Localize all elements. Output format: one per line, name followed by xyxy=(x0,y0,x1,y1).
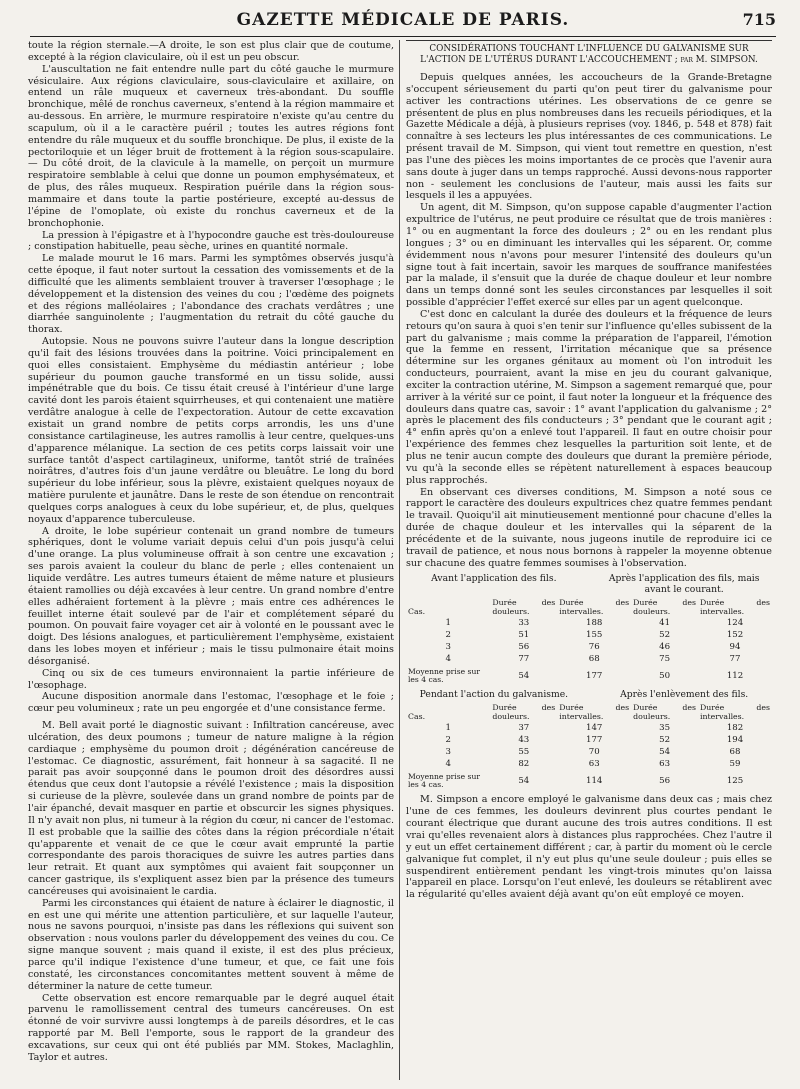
cell: 125 xyxy=(726,776,744,787)
cell: 51 xyxy=(518,630,530,641)
cell: 68 xyxy=(588,654,600,665)
cell: 77 xyxy=(729,654,741,665)
cell: 52 xyxy=(659,630,671,641)
paragraph: Le malade mourut le 16 mars. Parmi les symptômes observés jusqu'à cette époque, il faut noter surtout la cessation des vomissements et de la difficulté que les aliments semblaient trouver à traverser l'œsophage ; le développement et la distension des veines du cou ; l'œdème des poignets et des régions malléolaires ; l'abondance des crachats verdâtres ; une diarrhée sanguinolente ; l'augmentation du retrait du côté gauche du thorax. xyxy=(28,253,394,336)
column-header: Durée des douleurs. xyxy=(492,598,556,616)
table-row xyxy=(406,617,772,629)
cell: 77 xyxy=(518,654,530,665)
cell: 54 xyxy=(518,671,530,682)
cell: 152 xyxy=(726,630,744,641)
cell: 1 xyxy=(445,723,451,734)
page-header xyxy=(30,10,776,37)
table-row xyxy=(406,758,772,770)
table-row xyxy=(406,653,772,665)
cell: 56 xyxy=(659,776,671,787)
cell: 3 xyxy=(445,642,451,653)
paragraph: Un agent, dit M. Simpson, qu'on suppose capable d'augmenter l'action expultrice de l'utérus, ne peut produire ce résultat que de trois manières : 1° ou en augmentant la force des douleurs ; 2° ou en les rendant plus longues ; 3° ou en diminuant les intervalles qui les séparent. Or, comme évidemment nous n'avons pour mesurer l'intensité des douleurs qu'un signe tout à fait incertain, savoir les marques de souffrance manifestées par la malade, il s'ensuit que la durée de chaque douleur et leur nombre dans un temps donné sont les seules circonstances par lesquelles il soit possible d'apprécier l'effet exercé sur elles par un agent quelconque. xyxy=(406,202,772,309)
cell: 43 xyxy=(518,735,530,746)
table-row xyxy=(406,629,772,641)
table-row xyxy=(406,746,772,758)
cell: 182 xyxy=(726,723,744,734)
cell: 177 xyxy=(586,671,603,682)
table1-head-right: Après l'application des fils, mais avant le courant. xyxy=(608,573,760,596)
cell: 41 xyxy=(659,618,671,629)
cell: 1 xyxy=(445,618,451,629)
cell: 188 xyxy=(586,618,603,629)
cell: 50 xyxy=(659,671,671,682)
cell: 114 xyxy=(586,776,603,787)
cell: 82 xyxy=(518,759,530,770)
cell: 177 xyxy=(586,735,603,746)
paragraph: L'auscultation ne fait entendre nulle part du côté gauche le murmure vésiculaire. Aux régions claviculaire, sous-claviculaire et axillaire, on entend un râle muqueux et caverneux très-abondant. Du souffle bronchique, mêlé de ronchus caverneux, s'entend à la région mammaire et au-dessous. En arrière, le murmure respiratoire n'existe qu'au centre du scapulum, où il a le caractère puéril ; toutes les autres régions font entendre du râle muqueux et du souffle bronchique. De plus, il existe de la pectoriloquie et un léger bruit de frottement à la région sous-scapulaire. — Du côté droit, de la clavicule à la mamelle, on perçoit un murmure respiratoire semblable à celui que donne un poumon emphysémateux, et de plus, des râles muqueux. Respiration puérile dans la région sous-mammaire et dans toute la partie postérieure, excepté au-dessus de l'épine de l'omoplate, où existe du ronchus caverneux et de la bronchophonie. xyxy=(28,63,394,229)
column-header: Durée des intervalles. xyxy=(559,703,630,721)
table-average-row xyxy=(406,770,772,790)
cell: 155 xyxy=(586,630,603,641)
cell: 147 xyxy=(586,723,603,734)
column-header: Durée des douleurs. xyxy=(633,703,697,721)
column-rule xyxy=(399,40,400,1080)
table-row xyxy=(406,734,772,746)
paragraph: Depuis quelques années, les accoucheurs de la Grande-Bretagne s'occupent sérieusement du parti qu'on peut tirer du galvanisme pour activer les contractions utérines. Les observations de ce genre se présentent de plus en plus nombreuses dans les recueils périodiques, et la Gazette Médicale a déjà, à plusieurs reprises (voy. 1846, p. 548 et 878) fait connaître à ses lecteurs les plus intéressantes de ces communications. Le présent travail de M. Simpson, qui vient tout remettre en question, n'est pas l'une des pièces les moins importantes de ce procès que l'avenir aura sans doute à juger dans un temps rapproché. Aussi devons-nous rapporter non - seulement les conclusions de l'auteur, mais aussi les faits sur lesquels il les a appuyées. xyxy=(406,72,772,202)
paragraph: M. Bell avait porté le diagnostic suivant : Infiltration cancéreuse, avec ulcération, des deux poumons ; tumeur de nature maligne à la région cardiaque ; emphysème du poumon droit ; dégénération cancéreuse de l'estomac. Ce diagnostic, assurément, fait honneur à sa sagacité. Il ne parait pas avoir soupçonné dans le poumon droit des désordres aussi étendus que ceux dont l'autopsie a révélé l'existence ; mais la disposition si curieuse de la plèvre, soulevée dans un grand nombre de points par de l'air épanché, devait masquer en partie et obscurcir les signes physiques. Il n'y avait non plus, ni tumeur à la région du cœur, ni cancer de l'estomac. Il est probable que la saillie des côtes dans la région précordiale n'était qu'apparente et venait de ce que le cœur avait emprunté la partie correspondante des parois thoraciques de suivre les autres parties dans leur retrait. Et quant aux symptômes qui avaient fait soupçonner un cancer gastrique, ils s'expliquent assez bien par la présence des tumeurs cancéreuses qui avoisinaient le cardia. xyxy=(28,720,394,897)
column-header: Durée des intervalles. xyxy=(700,703,770,721)
column-header: Durée des douleurs. xyxy=(492,703,556,721)
paragraph: Autopsie. Nous ne pouvons suivre l'auteur dans la longue description qu'il fait des lésions trouvées dans la poitrine. Voici principalement en quoi elles consistaient. Emphysème du médiastin antérieur ; lobe supérieur du poumon gauche transformé en un tissu solide, aussi impénétrable que du bois. Ce tissu était creusé à l'intérieur d'une large cavité dont les parois étaient squirrheuses, et qui contenaient une matière verdâtre analogue à celle de l'expectoration. Autour de cette excavation existait un grand nombre de petits corps arrondis, les uns d'une consistance cartilagineuse, les autres ramollis à leur centre, quelques-uns d'apparence mélanique. La section de ces petits corps laissait voir une surface tantôt d'aspect cartilagineux, uniforme, tantôt strié de traînées noirâtres, d'autres fois d'un jaune verdâtre ou bleuâtre. Le long du bord supérieur du lobe inférieur, sous la plèvre, existaient quelques noyaux de matière purulente et jaunâtre. Dans le reste de son étendue on rencontrait quelques corps analogues à ceux du lobe supérieur, et, de plus, quelques noyaux d'apparence tuberculeuse. xyxy=(28,336,394,525)
cell: 55 xyxy=(518,747,530,758)
cell: 75 xyxy=(659,654,671,665)
table2-headings xyxy=(406,689,772,700)
cell: 35 xyxy=(659,723,671,734)
paragraph: Parmi les circonstances qui étaient de nature à éclairer le diagnostic, il en est une qui mérite une attention particulière, et sur laquelle l'auteur, nous ne savons pourquoi, n'insiste pas dans les réflexions qui suivent son observation : nous voulons parler du développement des veines du cou. Ce signe manque souvent ; mais quand il existe, il est des plus précieux, parce qu'il indique l'existence d'une tumeur, et que, ce fait une fois constaté, les circonstances concomitantes mettent souvent à même de déterminer la nature de cette tumeur. xyxy=(28,897,394,992)
table1-headings xyxy=(406,573,772,595)
cell: 54 xyxy=(518,776,530,787)
cell: 37 xyxy=(518,723,530,734)
cell: 2 xyxy=(445,630,451,641)
cell: 94 xyxy=(729,642,741,653)
column-header: Cas. xyxy=(408,711,426,721)
paragraph: M. Simpson a encore employé le galvanisme dans deux cas ; mais chez l'une de ces femmes, les douleurs devinrent plus courtes pendant le courant électrique que durant aucune des trois autres conditions. Il est vrai qu'elles revenaient alors à distances plus rapprochées. Chez l'autre il y eut un effet certainement différent ; car, à partir du moment où le cercle galvanique fut complet, il n'y eut plus qu'une seule douleur ; puis elles se suspendirent entièrement pendant les vingt-trois minutes qu'on laissa l'appareil en place. Lorsqu'on l'eut enlevé, les douleurs se rétablirent avec la régularité qu'elles avaient déjà avant qu'on eût employé ce moyen. xyxy=(406,794,772,901)
cell: 2 xyxy=(445,735,451,746)
paragraph: En observant ces diverses conditions, M. Simpson a noté sous ce rapport le caractère des douleurs expultrices chez quatre femmes pendant le travail. Quoiqu'il ait minutieusement mentionné pour chacune d'elles la durée de chaque douleur et les intervalles qui la séparent de la précédente et de la suivante, nous jugeons inutile de reproduire ici ce travail de patience, et nous nous bornons à rappeler la moyenne obtenue sur chacune des quatre femmes soumises à l'observation. xyxy=(406,486,772,569)
paragraph: Cette observation est encore remarquable par le degré auquel était parvenu le ramollissement central des tumeurs cancéreuses. On est étonné de voir survivre aussi longtemps à de pareils désordres, et le cas rapporté par M. Bell l'emporte, sous le rapport de la grandeur des excavations, sur ceux qui ont été publiés par MM. Stokes, Maclaghlin, Taylor et autres. xyxy=(28,992,394,1063)
cell: 194 xyxy=(726,735,744,746)
cell: 33 xyxy=(518,618,530,629)
paragraph: C'est donc en calculant la durée des douleurs et la fréquence de leurs retours qu'on saura à quoi s'en tenir sur l'influence qu'elles subissent de la part du galvanisme ; mais comme la préparation de l'appareil, l'émotion que la femme en ressent, l'irritation mécanique que sa présence détermine sur les organes génitaux au moment où l'on introduit les conducteurs, pourraient, avant la mise en jeu du courant galvanique, exciter la contraction utérine, M. Simpson a sagement remarqué que, pour arriver à la vérité sur ce point, il faut noter la longueur et la fréquence des douleurs dans quatre cas, savoir : 1° avant l'application du galvanisme ; 2° après le placement des fils conducteurs ; 3° pendant que le courant agit ; 4° enfin après qu'on a enlevé tout l'appareil. Il faut en outre choisir pour l'expérience des femmes chez lesquelles la parturition soit lente, et de plus ne tenir aucun compte des douleurs que durant la première période, vu qu'à la seconde elles se répètent naturellement à espaces beaucoup plus rapprochés. xyxy=(406,308,772,486)
cell: 54 xyxy=(659,747,671,758)
right-column xyxy=(406,40,772,901)
cell: 4 xyxy=(445,654,451,665)
article-title: CONSIDÉRATIONS TOUCHANT L'INFLUENCE DU GALVANISME SUR L'ACTION DE L'UTÉRUS DURANT L'ACCOUCHEMENT ; par M. SIMPSON. xyxy=(406,40,772,66)
table2 xyxy=(406,703,772,790)
table-row xyxy=(406,722,772,734)
cell: 63 xyxy=(588,759,600,770)
column-header: Durée des intervalles. xyxy=(559,598,630,616)
cell: 52 xyxy=(659,735,671,746)
table-average-row xyxy=(406,665,772,685)
running-title: GAZETTE MÉDICALE DE PARIS. xyxy=(236,10,570,30)
paragraph: toute la région sternale.—A droite, le son est plus clair que de coutume, excepté à la région claviculaire, où il est un peu obscur. xyxy=(28,40,394,63)
column-header: Durée des intervalles. xyxy=(700,598,770,616)
average-label: Moyenne prise sur les 4 cas. xyxy=(408,772,480,790)
cell: 56 xyxy=(518,642,530,653)
cell: 46 xyxy=(659,642,671,653)
page-number: 715 xyxy=(742,10,776,29)
cell: 70 xyxy=(588,747,600,758)
column-header: Durée des douleurs. xyxy=(633,598,697,616)
cell: 124 xyxy=(726,618,744,629)
cell: 68 xyxy=(729,747,741,758)
table2-head-right: Après l'enlèvement des fils. xyxy=(620,689,749,701)
paragraph: La pression à l'épigastre et à l'hypocondre gauche est très-douloureuse ; constipation habituelle, peau sèche, urines en quantité normale. xyxy=(28,229,394,253)
average-label: Moyenne prise sur les 4 cas. xyxy=(408,667,480,685)
table-row xyxy=(406,641,772,653)
table1-head-left: Avant l'application des fils. xyxy=(431,573,557,585)
table2-head-left: Pendant l'action du galvanisme. xyxy=(419,689,569,701)
table1 xyxy=(406,598,772,685)
paragraph: Aucune disposition anormale dans l'estomac, l'œsophage et le foie ; cœur peu volumineux ; rate un peu engorgée et d'une consistance ferme. xyxy=(28,691,394,715)
cell: 3 xyxy=(445,747,451,758)
cell: 63 xyxy=(659,759,671,770)
cell: 112 xyxy=(726,671,744,682)
column-header: Cas. xyxy=(408,606,426,616)
cell: 4 xyxy=(445,759,451,770)
paragraph: Cinq ou six de ces tumeurs environnaient la partie inférieure de l'œsophage. xyxy=(28,667,394,691)
cell: 59 xyxy=(729,759,741,770)
left-column xyxy=(28,40,394,1064)
cell: 76 xyxy=(588,642,600,653)
paragraph: A droite, le lobe supérieur contenait un grand nombre de tumeurs sphériques, dont le volume variait depuis celui d'un pois jusqu'à celui d'une orange. La plus volumineuse offrait à son centre une excavation ; ses parois avaient la couleur du blanc de perle ; elles contenaient un liquide verdâtre. Les autres tumeurs étaient de même nature et plusieurs étaient ramollies ou déjà excavées à leur centre. Un grand nombre d'entre elles adhéraient fortement à la plèvre ; mais entre ces adhérences le feuillet interne était soulevé par de l'air et complétement séparé du poumon. On pouvait faire voyager cet air à volonté en le poussant avec le doigt. Des lésions analogues, et particulièrement l'emphysème, existaient dans les lobes moyen et inférieur ; mais le tissu pulmonaire était moins désorganisé. xyxy=(28,525,394,667)
